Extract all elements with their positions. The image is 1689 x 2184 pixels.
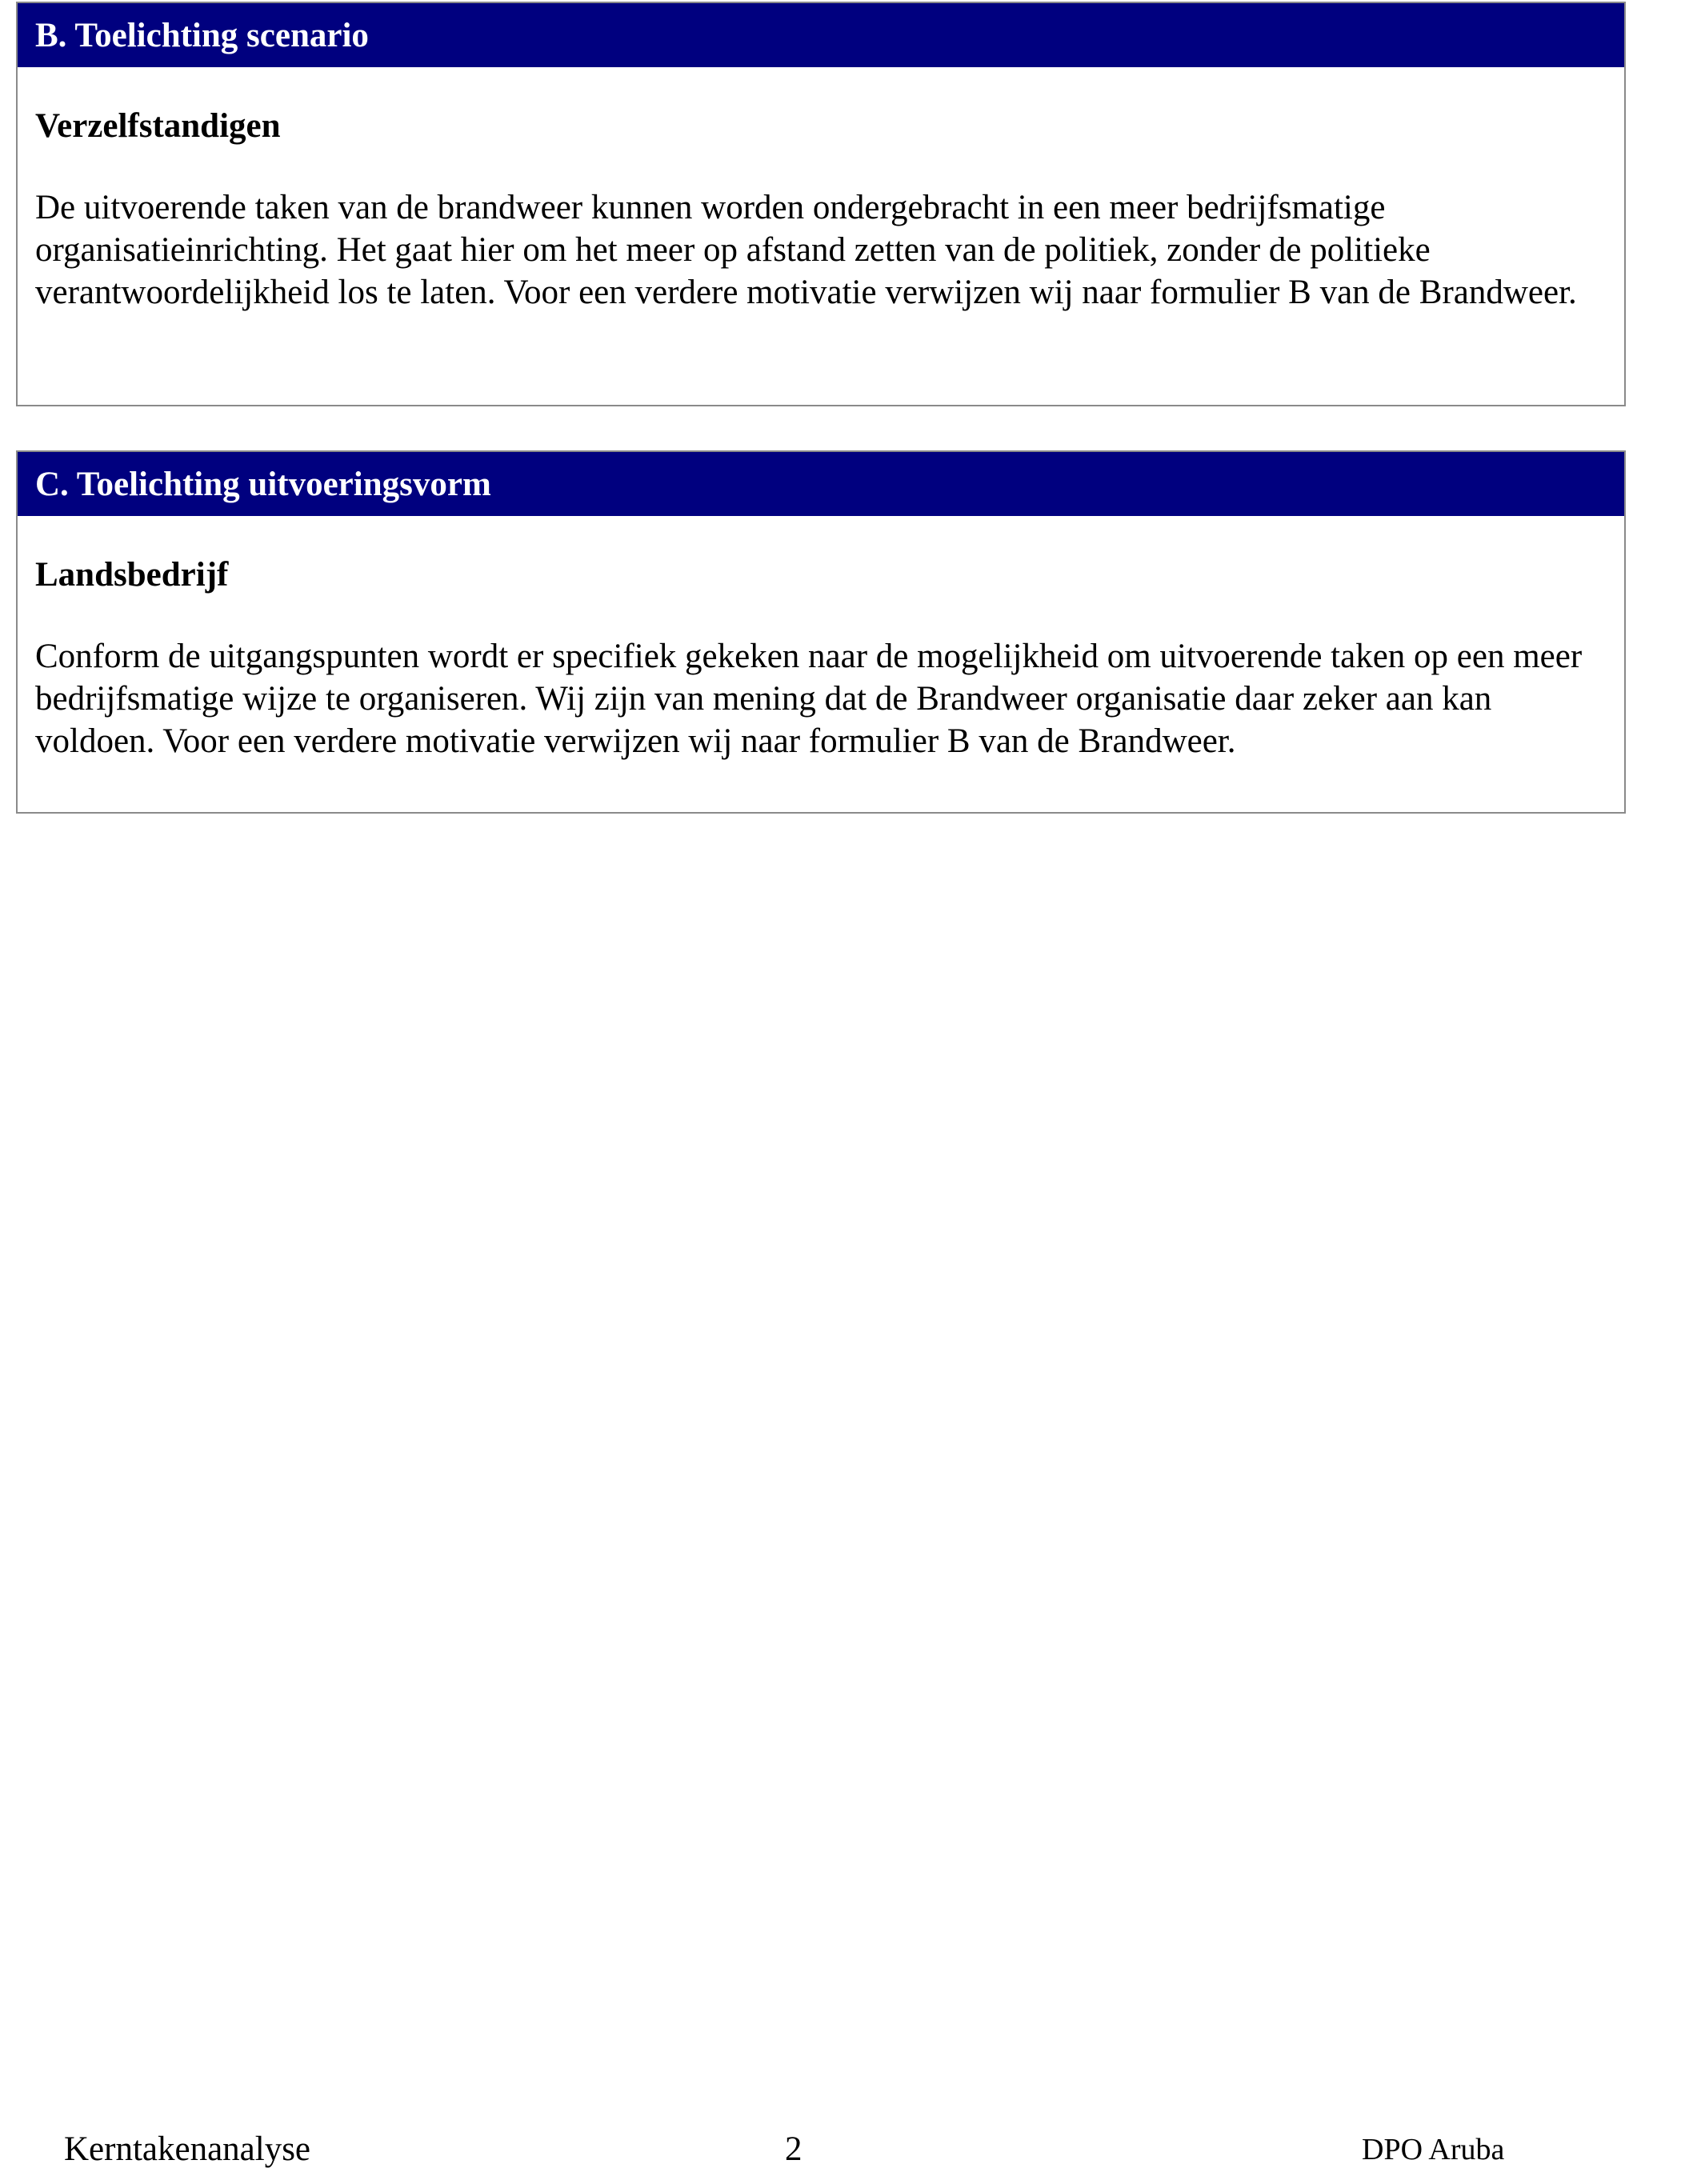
section-toelichting-scenario <box>16 2 1626 406</box>
section-header: C. Toelichting uitvoeringsvorm <box>18 452 1624 516</box>
section-toelichting-uitvoeringsvorm <box>16 450 1626 814</box>
section-subheading: Landsbedrijf <box>35 556 229 594</box>
section-paragraph: Conform de uitgangspunten wordt er specifiek gekeken naar de mogelijkheid om uitvoerende taken op een meer bedrijfsmatige wijze te organiseren. Wij zijn van mening dat de Brandweer organisatie daar zeker aan kan voldoen. Voor een verdere motivatie verwijzen wij naar formulier B van de Brandweer. <box>35 638 1583 760</box>
section-paragraph: De uitvoerende taken van de brandweer kunnen worden ondergebracht in een meer bedrijfsmatige organisatieinrichting. Het gaat hier om het meer op afstand zetten van de politiek, zonder de politieke verantwoordelijkheid los te laten. Voor een verdere motivatie verwijzen wij naar formulier B van de Brandweer. <box>35 189 1577 311</box>
section-body <box>18 516 1624 762</box>
footer-page-number: 2 <box>785 2130 802 2168</box>
section-header: B. Toelichting scenario <box>18 3 1624 67</box>
footer-organization: DPO Aruba <box>1362 2133 1505 2166</box>
footer-document-title: Kerntakenanalyse <box>64 2130 311 2168</box>
section-body <box>18 67 1624 314</box>
section-subheading: Verzelfstandigen <box>35 107 281 145</box>
